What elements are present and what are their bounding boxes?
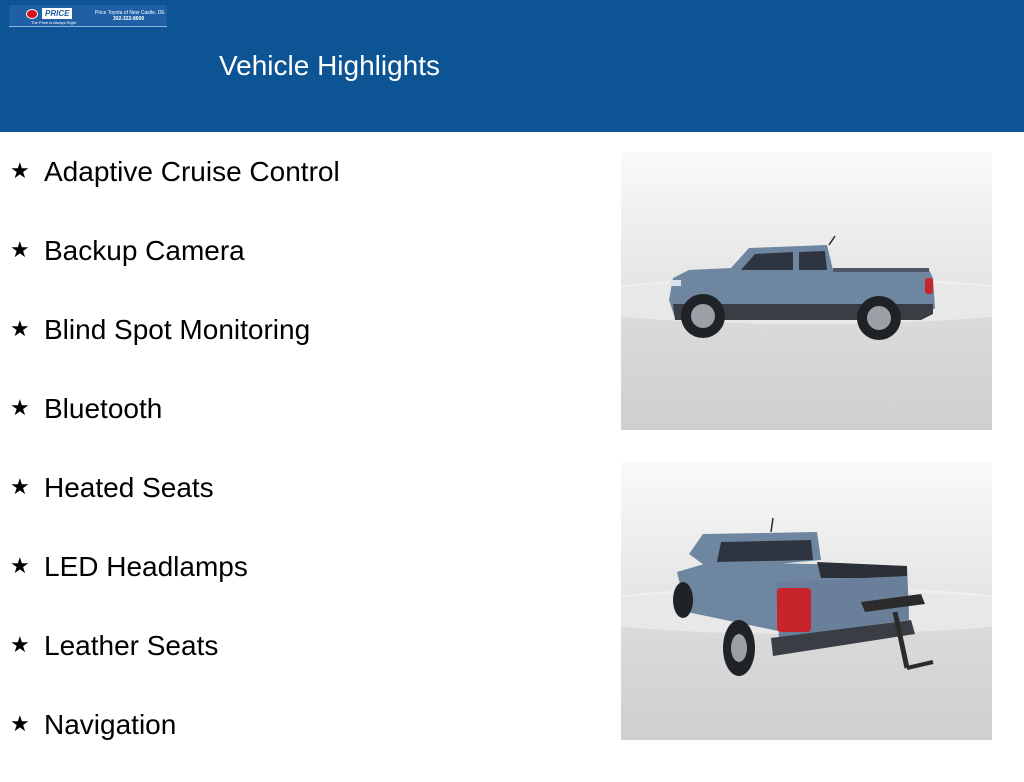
header-banner <box>0 0 1024 132</box>
star-icon: ★ <box>10 632 30 657</box>
logo-phone: 302-322-8600 <box>113 16 145 22</box>
feature-label: Heated Seats <box>44 472 214 503</box>
feature-item <box>10 545 600 624</box>
feature-item <box>10 624 600 703</box>
logo-tagline: The Price is Always Right <box>31 20 77 25</box>
logo-dealer-name: Price Toyota of New Castle, DE <box>95 10 165 16</box>
brand-emblem-icon <box>26 9 38 19</box>
feature-list <box>10 150 600 782</box>
feature-item <box>10 703 600 782</box>
star-icon: ★ <box>10 553 30 578</box>
logo-brand: PRICE <box>42 8 72 19</box>
vehicle-photo-side-view[interactable] <box>621 152 992 430</box>
feature-item <box>10 229 600 308</box>
feature-item <box>10 387 600 466</box>
feature-label: Leather Seats <box>44 630 219 661</box>
feature-label: LED Headlamps <box>44 551 248 582</box>
feature-label: Backup Camera <box>44 235 245 266</box>
page-title: Vehicle Highlights <box>219 50 441 81</box>
star-icon: ★ <box>10 395 30 420</box>
feature-label: Adaptive Cruise Control <box>44 156 340 187</box>
dealer-logo[interactable] <box>9 5 167 27</box>
vehicle-photo-rear-view[interactable] <box>621 462 992 740</box>
feature-item <box>10 150 600 229</box>
truck-side-illustration <box>621 152 992 430</box>
truck-rear-illustration <box>621 462 992 740</box>
feature-label: Navigation <box>44 709 177 740</box>
star-icon: ★ <box>10 711 30 736</box>
feature-label: Bluetooth <box>44 393 163 424</box>
star-icon: ★ <box>10 158 30 183</box>
feature-item <box>10 466 600 545</box>
feature-item <box>10 308 600 387</box>
star-icon: ★ <box>10 237 30 262</box>
star-icon: ★ <box>10 316 30 341</box>
star-icon: ★ <box>10 474 30 499</box>
feature-label: Blind Spot Monitoring <box>44 314 311 345</box>
